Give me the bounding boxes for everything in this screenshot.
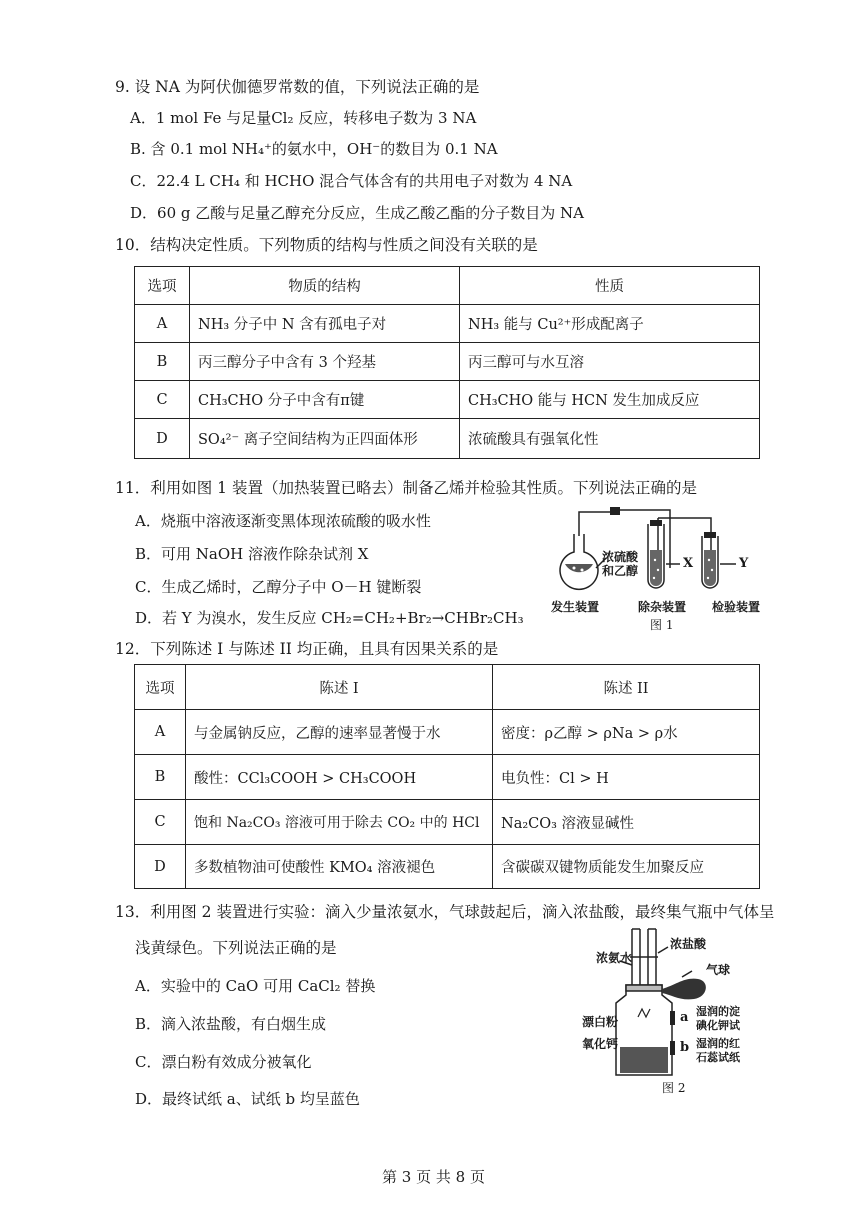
fig1-purifier-label: 除杂装置 (638, 600, 687, 614)
table-header: 选项 (135, 665, 186, 710)
table-cell: D (135, 419, 190, 459)
table-cell: B (135, 755, 186, 800)
table-header-row (135, 665, 760, 710)
table-cell: 酸性：CCl₃COOH > CH₃COOH (186, 755, 493, 800)
q9-option-b: B. 含 0.1 mol NH₄⁺的氨水中，OH⁻的数目为 0.1 NA (130, 140, 498, 158)
q9-stem: 9. 设 NA 为阿伏伽德罗常数的值，下列说法正确的是 (115, 78, 480, 96)
table-cell: 含碳碳双键物质能发生加聚反应 (493, 845, 760, 889)
q11-option-c: C．生成乙烯时，乙醇分子中 O－H 键断裂 (135, 578, 422, 596)
fig2-cao-label: 氧化钙 (582, 1037, 619, 1051)
table-cell: 电负性：Cl > H (493, 755, 760, 800)
table-row (135, 343, 760, 381)
q12-table (134, 664, 760, 889)
fig2-paper-a-line1: 湿润的淀 (696, 1005, 740, 1018)
paper-b-icon (670, 1041, 675, 1055)
page-footer: 第 3 页 共 8 页 (382, 1168, 485, 1186)
fig2-paper-a-line2: 碘化钾试 (696, 1019, 740, 1032)
q10-stem: 10．结构决定性质。下列物质的结构与性质之间没有关联的是 (115, 236, 538, 254)
fig2-bleach-label: 漂白粉 (582, 1015, 619, 1029)
table-cell: 密度：ρ乙醇 > ρNa > ρ水 (493, 710, 760, 755)
q11-stem: 11．利用如图 1 装置（加热装置已略去）制备乙烯并检验其性质。下列说法正确的是 (115, 479, 697, 497)
q13-option-d: D．最终试纸 a、试纸 b 均呈蓝色 (135, 1090, 360, 1108)
fig2-hcl-label: 浓盐酸 (670, 937, 707, 951)
table-row (135, 710, 760, 755)
q11-option-a: A．烧瓶中溶液逐渐变黑体现浓硫酸的吸水性 (135, 512, 431, 530)
table-row (135, 381, 760, 419)
q11-option-b: B．可用 NaOH 溶液作除杂试剂 X (135, 545, 369, 563)
q9-option-a: A．1 mol Fe 与足量Cl₂ 反应，转移电子数为 3 NA (130, 109, 477, 127)
fig2-balloon-label: 气球 (706, 963, 731, 977)
q13-option-a: A．实验中的 CaO 可用 CaCl₂ 替换 (135, 977, 376, 995)
table-row (135, 419, 760, 459)
figure-1 (540, 502, 770, 632)
fig1-caption: 图 1 (650, 618, 674, 632)
fig1-x-label: X (683, 556, 694, 571)
fig1-reagent-line2: 和乙醇 (602, 564, 639, 578)
table-header-row (135, 267, 760, 305)
table-header: 选项 (135, 267, 190, 305)
table-row (135, 845, 760, 889)
figure-2 (580, 925, 770, 1100)
table-cell: A (135, 305, 190, 343)
fig2-b-label: b (680, 1040, 690, 1055)
q13-stem-line1: 13．利用图 2 装置进行实验：滴入少量浓氨水，气球鼓起后，滴入浓盐酸，最终集气瓶中气体呈 (115, 903, 775, 921)
table-header: 陈述 II (493, 665, 760, 710)
q9-option-d: D．60 g 乙酸与足量乙醇充分反应，生成乙酸乙酯的分子数目为 NA (130, 204, 584, 222)
table-cell: 丙三醇分子中含有 3 个羟基 (190, 343, 460, 381)
table-header: 性质 (460, 267, 760, 305)
table-cell: C (135, 800, 186, 845)
table-row (135, 305, 760, 343)
table-cell: A (135, 710, 186, 755)
table-cell: NH₃ 能与 Cu²⁺形成配离子 (460, 305, 760, 343)
fig1-test-label: 检验装置 (712, 600, 761, 614)
q13-stem-line2: 浅黄绿色。下列说法正确的是 (135, 939, 337, 957)
table-cell: SO₄²⁻ 离子空间结构为正四面体形 (190, 419, 460, 459)
table-cell: Na₂CO₃ 溶液显碱性 (493, 800, 760, 845)
fig2-paper-b-line2: 石蕊试纸 (696, 1051, 740, 1064)
paper-a-icon (670, 1011, 675, 1025)
table-cell: CH₃CHO 能与 HCN 发生加成反应 (460, 381, 760, 419)
table-row (135, 800, 760, 845)
table-header: 陈述 I (186, 665, 493, 710)
q13-option-b: B．滴入浓盐酸，有白烟生成 (135, 1015, 327, 1033)
table-cell: D (135, 845, 186, 889)
table-row (135, 755, 760, 800)
q9-option-c: C．22.4 L CH₄ 和 HCHO 混合气体含有的共用电子对数为 4 NA (130, 172, 573, 190)
fig1-y-label: Y (739, 556, 749, 571)
q11-option-d: D．若 Y 为溴水，发生反应 CH₂=CH₂+Br₂→CHBr₂CH₃ (135, 609, 524, 627)
fig2-ammonia-label: 浓氨水 (596, 951, 633, 965)
table-header: 物质的结构 (190, 267, 460, 305)
table-cell: CH₃CHO 分子中含有π键 (190, 381, 460, 419)
q12-stem: 12．下列陈述 I 与陈述 II 均正确，且具有因果关系的是 (115, 640, 499, 658)
table-cell: 丙三醇可与水互溶 (460, 343, 760, 381)
fig2-paper-b-line1: 湿润的红 (696, 1037, 740, 1050)
table-cell: NH₃ 分子中 N 含有孤电子对 (190, 305, 460, 343)
table-cell: 与金属钠反应，乙醇的速率显著慢于水 (186, 710, 493, 755)
fig2-caption: 图 2 (662, 1081, 686, 1095)
fig1-generator-label: 发生装置 (551, 600, 600, 614)
table-cell: 饱和 Na₂CO₃ 溶液可用于除去 CO₂ 中的 HCl (186, 800, 493, 845)
fig1-reagent-line1: 浓硫酸 (602, 550, 639, 564)
fig2-a-label: a (680, 1010, 689, 1025)
q10-table (134, 266, 760, 459)
table-cell: C (135, 381, 190, 419)
q13-option-c: C．漂白粉有效成分被氧化 (135, 1053, 312, 1071)
table-cell: 浓硫酸具有强氧化性 (460, 419, 760, 459)
table-cell: B (135, 343, 190, 381)
table-cell: 多数植物油可使酸性 KMO₄ 溶液褪色 (186, 845, 493, 889)
